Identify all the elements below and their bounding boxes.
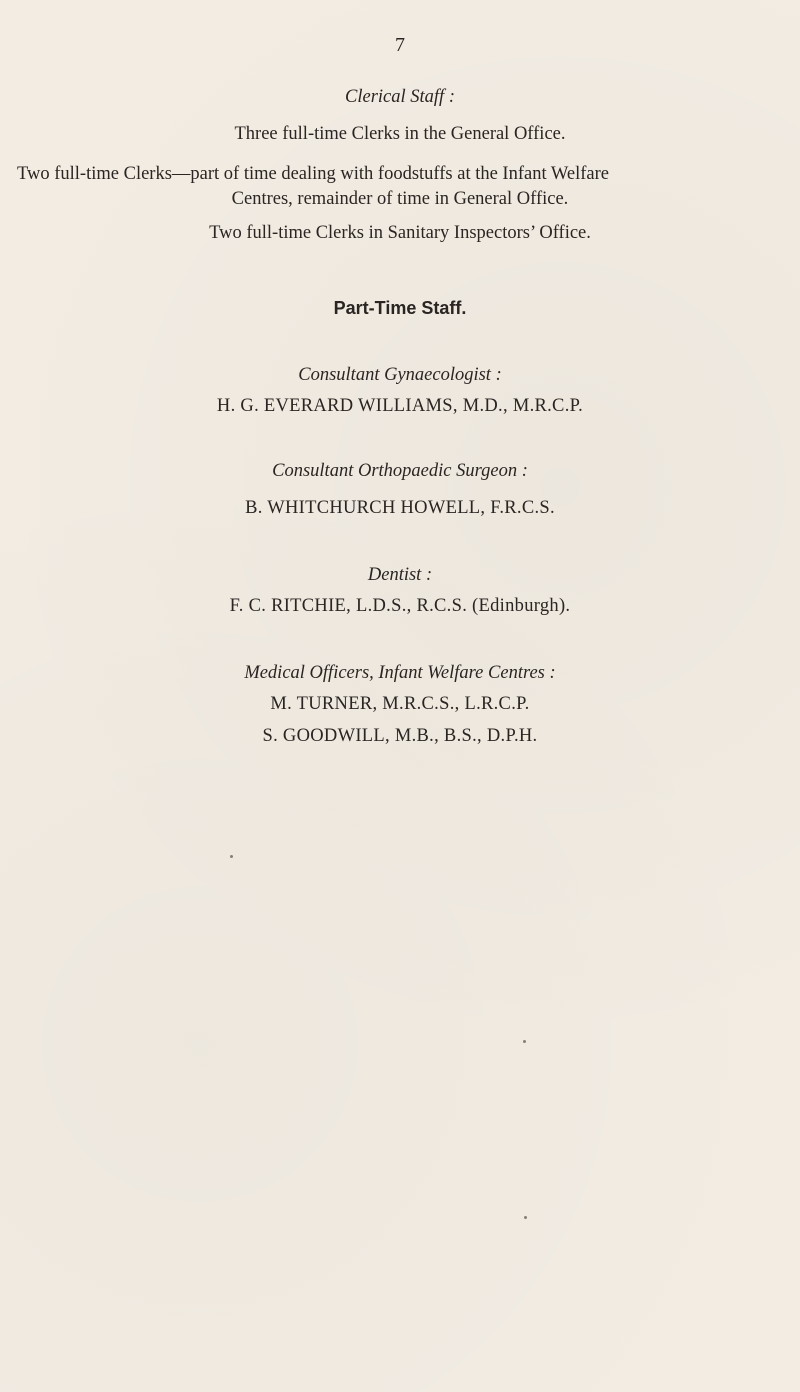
gynaecologist-name: H. G. EVERARD WILLIAMS, M.D., M.R.C.P. [216,396,584,416]
paper-speck [230,855,233,858]
orthopaedic-name: B. WHITCHURCH HOWELL, F.R.C.S. [245,498,555,518]
paper-speck [524,1216,527,1219]
clerical-line-foodstuffs-continued: Centres, remainder of time in General Office. [231,189,569,209]
dentist-name: F. C. RITCHIE, L.D.S., R.C.S. (Edinburgh). [229,596,571,616]
orthopaedic-heading: Consultant Orthopaedic Surgeon : [272,461,528,481]
clerical-line-general-office: Three full-time Clerks in the General Office. [234,124,566,144]
medical-officer-name-1: M. TURNER, M.R.C.S., L.R.C.P. [270,694,530,714]
clerical-line-foodstuffs: Two full-time Clerks—part of time dealing with foodstuffs at the Infant Welfare [17,164,609,184]
clerical-line-sanitary: Two full-time Clerks in Sanitary Inspectors’ Office. [209,223,591,243]
page-number: 7 [395,34,405,56]
clerical-staff-heading: Clerical Staff : [345,87,455,107]
dentist-heading: Dentist : [367,565,433,585]
part-time-staff-heading: Part-Time Staff. [333,298,467,318]
medical-officers-heading: Medical Officers, Infant Welfare Centres : [244,663,556,683]
gynaecologist-heading: Consultant Gynaecologist : [298,365,502,385]
medical-officer-name-2: S. GOODWILL, M.B., B.S., D.P.H. [262,726,538,746]
paper-speck [523,1040,526,1043]
